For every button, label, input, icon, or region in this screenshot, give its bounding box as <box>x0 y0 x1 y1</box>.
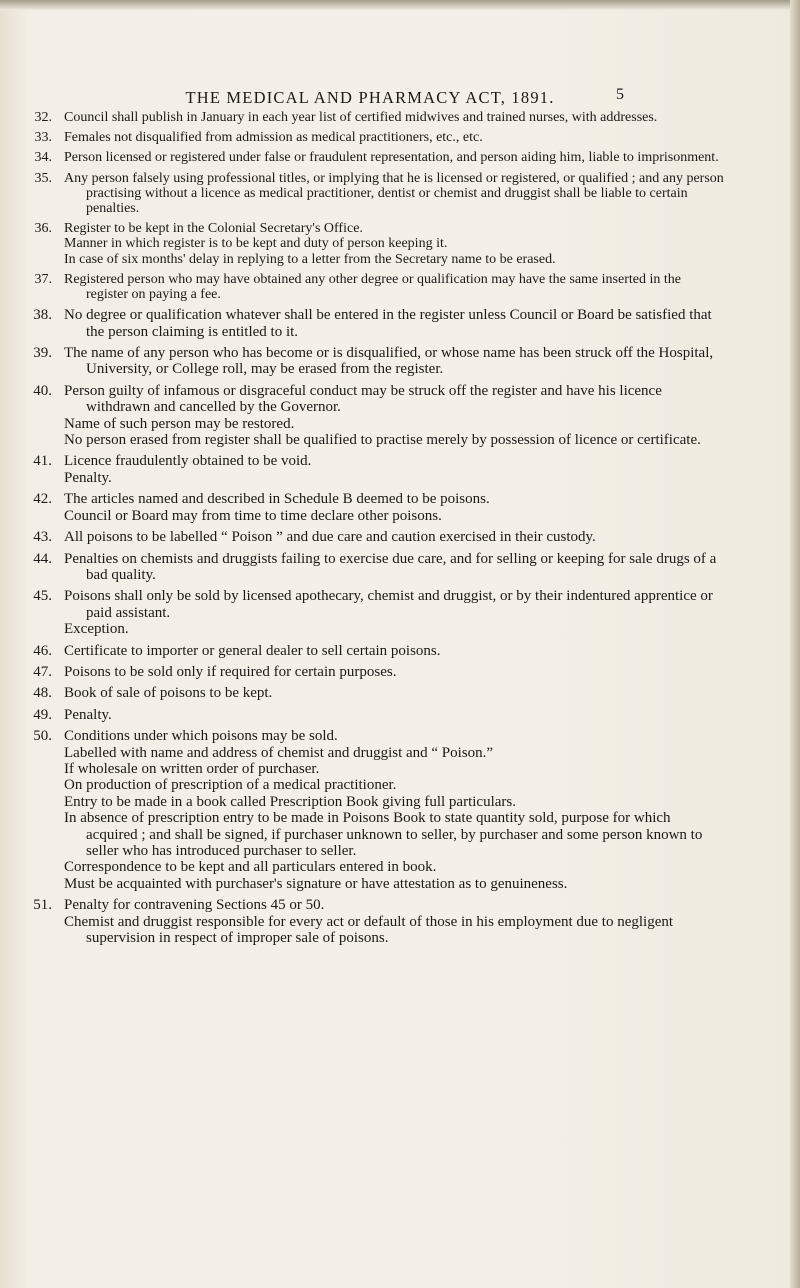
section-entry <box>28 685 724 701</box>
section-line: Chemist and druggist responsible for every act or default of those in his employment due to negligent supervision in respect of improper sale of poisons. <box>64 913 674 947</box>
section-number: 49. <box>33 706 52 723</box>
running-title: THE MEDICAL AND PHARMACY ACT, 1891. <box>185 88 555 107</box>
section-line: No degree or qualification whatever shall be entered in the register unless Council or Board be satisfied that the person claiming is entitled to it. <box>64 307 712 340</box>
section-number: 46. <box>33 642 52 659</box>
section-text <box>64 130 724 145</box>
section-line: Council or Board may from time to time declare other poisons. <box>64 507 442 524</box>
section-index-list <box>28 110 724 951</box>
section-entry <box>28 383 724 449</box>
section-number: 42. <box>33 491 52 508</box>
section-line: Penalty. <box>64 706 112 723</box>
section-text <box>64 221 724 267</box>
section-text <box>64 345 724 378</box>
section-text <box>64 383 724 449</box>
section-entry <box>28 110 724 125</box>
section-entry <box>28 272 724 302</box>
section-text <box>64 728 724 892</box>
section-text <box>64 171 724 217</box>
section-number: 50. <box>33 728 52 745</box>
section-line: The articles named and described in Schedule B deemed to be poisons. <box>64 491 490 508</box>
section-text <box>64 110 724 125</box>
section-line: In absence of prescription entry to be made in Poisons Book to state quantity sold, purpose for which acquired ; and shall be signed, if purchaser unknown to seller, by purchaser and some person known to seller who has introduced purchaser to seller. <box>64 810 703 860</box>
section-line: Entry to be made in a book called Prescription Book giving full particulars. <box>64 793 516 810</box>
page-top-edge <box>0 0 800 10</box>
page-right-edge <box>790 0 800 1288</box>
section-text <box>64 664 724 680</box>
section-line: Poisons to be sold only if required for certain purposes. <box>64 663 397 680</box>
section-text <box>64 150 724 165</box>
section-number: 43. <box>33 529 52 546</box>
section-entry <box>28 150 724 165</box>
section-number: 34. <box>34 150 52 166</box>
section-line: Certificate to importer or general dealer to sell certain poisons. <box>64 642 441 659</box>
section-text <box>64 529 724 545</box>
section-line: Registered person who may have obtained any other degree or qualification may have the same inserted in the register on paying a fee. <box>64 271 681 303</box>
section-number: 45. <box>33 588 52 605</box>
section-line: The name of any person who has become or is disqualified, or whose name has been struck off the Hospital, University, or College roll, may be erased from the register. <box>64 345 714 378</box>
section-line: Conditions under which poisons may be sold. <box>64 728 338 745</box>
section-text <box>64 551 724 584</box>
section-entry <box>28 345 724 378</box>
section-number: 37. <box>34 271 52 287</box>
section-entry <box>28 130 724 145</box>
section-line: In case of six months' delay in replying to a letter from the Secretary name to be erased. <box>64 251 556 267</box>
section-text <box>64 453 724 486</box>
section-line: Females not disqualified from admission as medical practitioners, etc., etc. <box>64 130 483 146</box>
section-line: Must be acquainted with purchaser's signature or have attestation as to genuineness. <box>64 875 568 892</box>
section-line: Person guilty of infamous or disgraceful conduct may be struck off the register and have his licence withdrawn and cancelled by the Governor. <box>64 382 662 416</box>
section-number: 33. <box>34 130 52 146</box>
section-entry <box>28 453 724 486</box>
section-entry <box>28 307 724 340</box>
section-line: Poisons shall only be sold by licensed apothecary, chemist and druggist, or by their indentured apprentice or paid assistant. <box>64 588 713 621</box>
section-line: No person erased from register shall be qualified to practise merely by possession of licence or certificate. <box>64 432 701 449</box>
section-text <box>64 491 724 524</box>
section-number: 32. <box>34 110 52 125</box>
section-entry <box>28 643 724 659</box>
section-line: Name of such person may be restored. <box>64 415 295 432</box>
section-entry <box>28 551 724 584</box>
section-text <box>64 588 724 637</box>
section-entry <box>28 529 724 545</box>
section-line: Register to be kept in the Colonial Secretary's Office. <box>64 221 363 237</box>
section-line: Licence fraudulently obtained to be void. <box>64 453 312 470</box>
section-text <box>64 272 724 302</box>
section-line: If wholesale on written order of purchaser. <box>64 760 320 777</box>
section-line: On production of prescription of a medical practitioner. <box>64 777 397 794</box>
section-number: 51. <box>33 897 52 914</box>
section-line: Exception. <box>64 621 129 638</box>
section-text <box>64 707 724 723</box>
section-line: Book of sale of poisons to be kept. <box>64 685 273 702</box>
section-number: 40. <box>33 382 52 399</box>
section-entry <box>28 588 724 637</box>
section-entry <box>28 707 724 723</box>
page-number: 5 <box>616 86 624 103</box>
section-line: Penalty. <box>64 469 112 486</box>
section-line: Council shall publish in January in each year list of certified midwives and trained nurses, with addresses. <box>64 110 658 125</box>
section-number: 48. <box>33 685 52 702</box>
section-text <box>64 307 724 340</box>
section-entry <box>28 221 724 267</box>
section-line: Person licensed or registered under false or fraudulent representation, and person aiding him, liable to imprisonment. <box>64 150 719 166</box>
section-entry <box>28 171 724 217</box>
section-line: All poisons to be labelled “ Poison ” and due care and caution exercised in their custody. <box>64 529 596 546</box>
section-line: Penalty for contravening Sections 45 or 50. <box>64 897 325 914</box>
section-line: Any person falsely using professional titles, or implying that he is licensed or registered, or qualified ; and any person practising without a licence as medical practitioner, dentist or chemist and druggist shall be liable to certain penalties. <box>64 170 724 217</box>
section-line: Penalties on chemists and druggists failing to exercise due care, and for selling or keeping for sale drugs of a bad quality. <box>64 550 717 583</box>
section-number: 36. <box>34 221 52 237</box>
section-text <box>64 685 724 701</box>
section-number: 41. <box>33 453 52 470</box>
section-line: Correspondence to be kept and all particulars entered in book. <box>64 859 437 876</box>
section-number: 35. <box>34 170 52 186</box>
section-entry <box>28 491 724 524</box>
section-number: 38. <box>33 307 52 324</box>
section-entry <box>28 728 724 892</box>
section-number: 44. <box>33 550 52 567</box>
section-entry <box>28 664 724 680</box>
section-line: Labelled with name and address of chemist and druggist and “ Poison.” <box>64 744 494 761</box>
section-number: 47. <box>33 663 52 680</box>
section-text <box>64 643 724 659</box>
section-line: Manner in which register is to be kept and duty of person keeping it. <box>64 236 448 252</box>
section-entry <box>28 897 724 946</box>
section-number: 39. <box>33 345 52 362</box>
section-text <box>64 897 724 946</box>
